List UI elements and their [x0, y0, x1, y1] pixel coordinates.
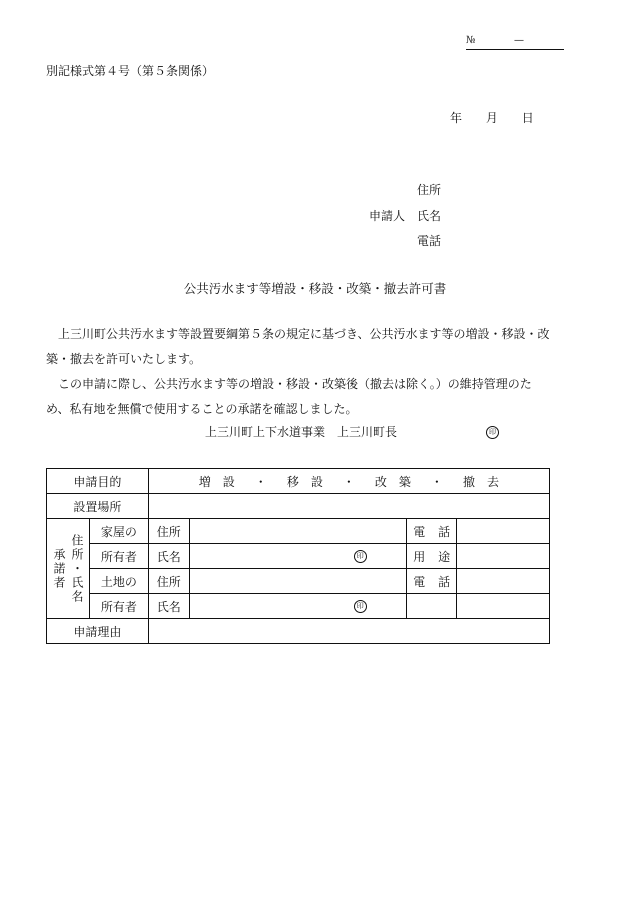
land-owner-extra-cell [407, 594, 457, 619]
land-owner-name-label: 氏名 [148, 594, 189, 619]
table-row-reason [47, 619, 550, 644]
location-value[interactable] [148, 494, 549, 519]
land-owner-address-value[interactable] [189, 569, 407, 594]
purpose-options-cell [148, 469, 549, 494]
option-relocate: 移 設 [286, 474, 323, 489]
house-owner-label-2: 所有者 [89, 544, 148, 569]
date-year: 年 [450, 111, 463, 125]
house-owner-address-value[interactable] [189, 519, 407, 544]
document-number-line [466, 35, 564, 50]
land-owner-tel-label: 電 話 [407, 569, 457, 594]
applicant-label: 申請人 [369, 209, 406, 223]
house-owner-tel-value[interactable] [457, 519, 550, 544]
land-owner-label-1: 土地の [89, 569, 148, 594]
issuer-seal-mark [486, 423, 499, 439]
use-label: 用 途 [407, 544, 457, 569]
option-separator: ・ [430, 474, 443, 489]
permission-paragraph: 上三川町公共汚水ます等設置要綱第５条の規定に基づき、公共汚水ます等の増設・移設・改築・撤去を許可いたします。 [46, 327, 550, 366]
form-label: 別記様式第４号（第５条関係） [46, 64, 215, 78]
seal-icon: 印 [354, 600, 367, 613]
location-label: 設置場所 [47, 494, 149, 519]
house-owner-name-value[interactable] [189, 544, 407, 569]
document-number-label: № [466, 35, 476, 46]
option-increase: 増 設 [198, 474, 235, 489]
house-owner-tel-label: 電 話 [407, 519, 457, 544]
reason-label: 申請理由 [47, 619, 149, 644]
applicant-address-label: 住所 [417, 183, 442, 197]
option-remove: 撤 去 [462, 474, 499, 489]
table-row-house-owner-address [47, 519, 550, 544]
seal-icon: 印 [486, 426, 499, 439]
use-value[interactable] [457, 544, 550, 569]
document-title: 公共汚水ます等増設・移設・改築・撤去許可書 [183, 281, 447, 296]
date-line [450, 109, 534, 126]
date-month: 月 [485, 111, 498, 125]
option-rebuild: 改 築 [374, 474, 411, 489]
house-owner-name-label: 氏名 [148, 544, 189, 569]
application-table [46, 468, 550, 644]
option-separator: ・ [254, 474, 267, 489]
table-row-purpose [47, 469, 550, 494]
land-owner-extra-value [457, 594, 550, 619]
house-owner-address-label: 住所 [148, 519, 189, 544]
table-row-house-owner-name [47, 544, 550, 569]
consent-paragraph: この申請に際し、公共汚水ます等の増設・移設・改築後（撤去は除く。）の維持管理のため、私有地を無償で使用することの承諾を確認しました。 [46, 377, 532, 416]
date-day: 日 [521, 111, 534, 125]
consenter-address-name-label: 住所・氏名 [69, 533, 84, 604]
land-owner-tel-value[interactable] [457, 569, 550, 594]
issuer-name: 上三川町上下水道事業 上三川町長 [205, 425, 398, 439]
applicant-name-label: 氏名 [417, 209, 442, 223]
table-row-land-owner-name [47, 594, 550, 619]
house-owner-label-1: 家屋の [89, 519, 148, 544]
consenter-label-cell [47, 519, 90, 619]
document-number-dash: — [514, 35, 524, 46]
option-separator: ・ [342, 474, 355, 489]
land-owner-address-label: 住所 [148, 569, 189, 594]
consenter-label: 承諾者 [51, 547, 66, 590]
land-owner-label-2: 所有者 [89, 594, 148, 619]
purpose-label: 申請目的 [47, 469, 149, 494]
land-owner-name-value[interactable] [189, 594, 407, 619]
seal-icon: 印 [354, 550, 367, 563]
table-row-location [47, 494, 550, 519]
table-row-land-owner-address [47, 569, 550, 594]
reason-value[interactable] [148, 619, 549, 644]
applicant-tel-label: 電話 [417, 234, 442, 248]
